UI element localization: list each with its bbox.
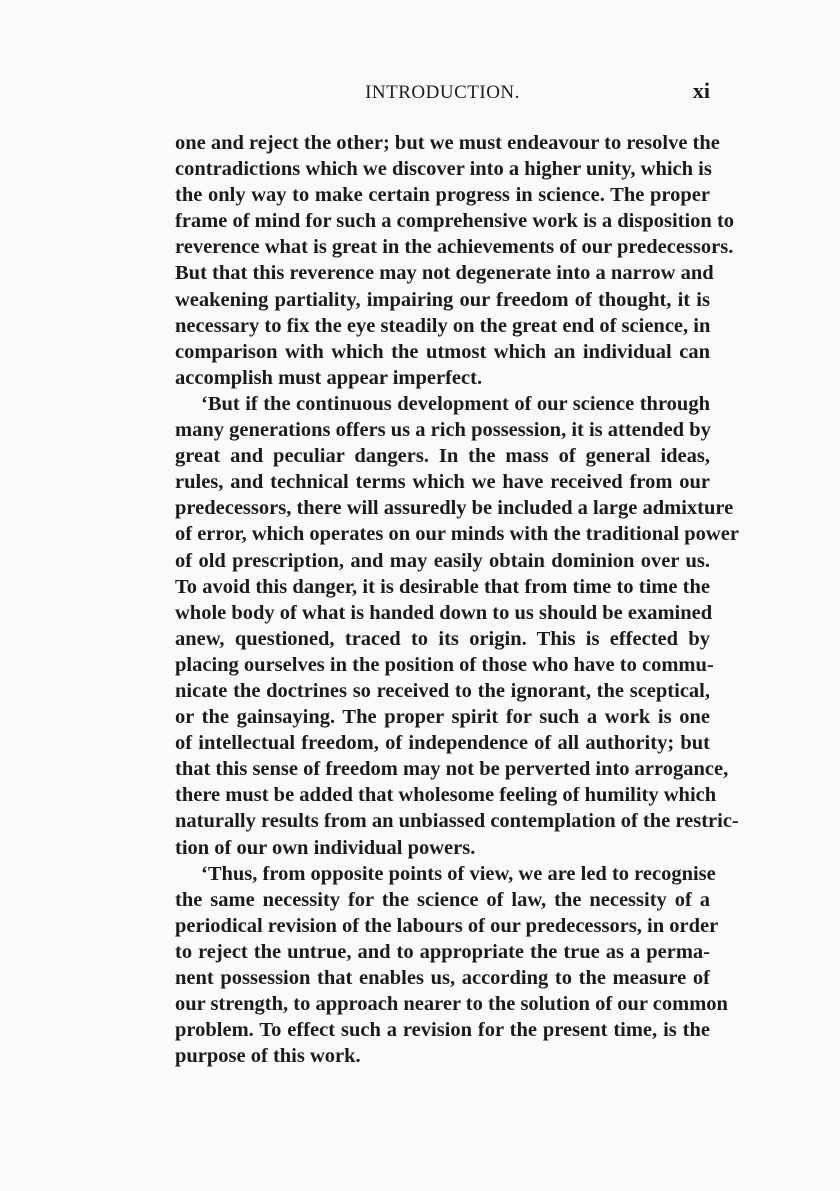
page-header [175, 78, 710, 108]
text-line: naturally results from an unbiassed contemplation of the restric- [175, 810, 739, 833]
text-line: To avoid this danger, it is desirable that from time to time the [175, 575, 710, 598]
text-line: rules, and technical terms which we have received from our [175, 471, 710, 494]
paragraph-1 [175, 130, 735, 391]
text-line: there must be added that wholesome feeling of humility which [175, 784, 717, 807]
text-line: the only way to make certain progress in science. The proper [175, 184, 710, 207]
text-line: problem. To effect such a revision for the present time, is the [175, 1019, 710, 1042]
text-line: whole body of what is handed down to us should be examined [175, 601, 713, 624]
text-line: or the gainsaying. The proper spirit for such a work is one [175, 706, 710, 729]
text-line: great and peculiar dangers. In the mass of general ideas, [175, 445, 710, 468]
text-line: many generations offers us a rich possession, it is attended by [175, 419, 711, 442]
text-line: anew, questioned, traced to its origin. This is effected by [175, 627, 710, 650]
text-line: accomplish must appear imperfect. [175, 366, 483, 389]
text-line: nent possession that enables us, according to the measure of [175, 967, 710, 989]
text-line: periodical revision of the labours of our predecessors, in order [175, 914, 719, 937]
text-line: of old prescription, and may easily obtain dominion over us. [175, 549, 710, 572]
paragraph-2 [175, 391, 739, 861]
text-line: one and reject the other; but we must endeavour to resolve the [175, 132, 720, 154]
text-line: placing ourselves in the position of those who have to commu- [175, 653, 714, 676]
text-line: But that this reverence may not degenerate into a narrow and [175, 262, 714, 285]
text-line: comparison with which the utmost which an individual can [175, 340, 710, 363]
text-line: necessary to fix the eye steadily on the great end of science, in [175, 314, 711, 337]
text-line: weakening partiality, impairing our freedom of thought, it is [175, 288, 710, 311]
text-line: purpose of this work. [175, 1045, 361, 1068]
text-line: nicate the doctrines so received to the ignorant, the sceptical, [175, 679, 710, 702]
text-line: ‘Thus, from opposite points of view, we are led to recognise [201, 862, 716, 885]
text-line: the same necessity for the science of law, the necessity of a [175, 888, 710, 911]
body-text [175, 130, 739, 1069]
text-line: predecessors, there will assuredly be included a large admixture [175, 497, 734, 520]
text-line: that this sense of freedom may not be perverted into arrogance, [175, 758, 729, 781]
text-line: our strength, to approach nearer to the solution of our common [175, 993, 728, 1016]
text-line: of intellectual freedom, of independence of all authority; but [175, 732, 710, 755]
page-number: xi [692, 78, 710, 103]
paragraph-3 [175, 861, 728, 1070]
text-line: contradictions which we discover into a higher unity, which is [175, 158, 712, 181]
text-line: reverence what is great in the achievements of our predecessors. [175, 236, 734, 259]
running-head: INTRODUCTION. [365, 82, 520, 103]
text-line: tion of our own individual powers. [175, 836, 476, 859]
text-line: of error, which operates on our minds with the traditional power [175, 523, 739, 546]
text-line: to reject the untrue, and to appropriate the true as a perma- [175, 940, 710, 963]
text-line: frame of mind for such a comprehensive work is a disposition to [175, 210, 735, 233]
text-line: ‘But if the continuous development of our science through [201, 392, 710, 415]
